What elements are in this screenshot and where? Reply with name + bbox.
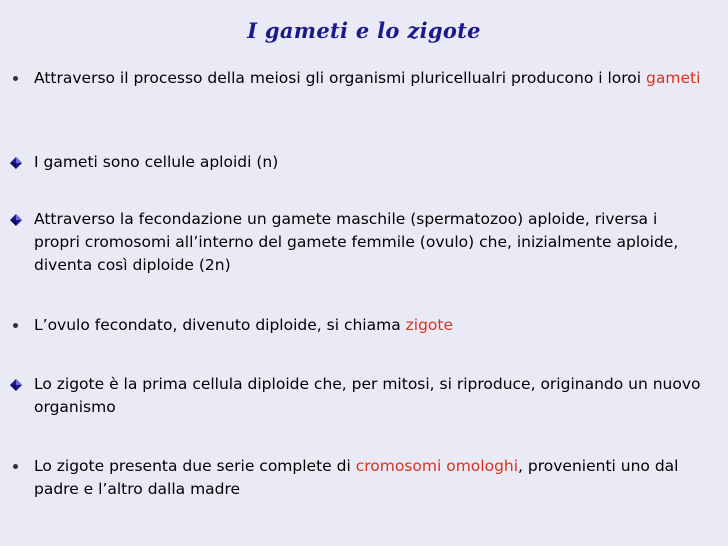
- bullet-text: Attraverso il processo della meiosi gli organismi pluricellualri producono i loroi gameti: [34, 69, 701, 87]
- bullet-item-2: [8, 151, 708, 174]
- bullet-text: L’ovulo fecondato, divenuto diploide, si chiama zigote: [34, 316, 454, 334]
- slide-title: I gameti e lo zigote: [247, 18, 481, 43]
- bullet-text: Lo zigote è la prima cellula diploide che, per mitosi, si riproduce, originando un nuovo organismo: [34, 375, 701, 416]
- bullet-text: Lo zigote presenta due serie complete di cromosomi omologhi, provenienti uno dal padre e l’altro dalla madre: [34, 457, 679, 498]
- bullet-item-5: [8, 373, 708, 419]
- bullet-item-6: [8, 455, 708, 501]
- bullet-dot-icon: [8, 67, 30, 90]
- bullet-text: I gameti sono cellule aploidi (n): [34, 153, 279, 171]
- bullet-dot-icon: [8, 314, 30, 337]
- highlight-term: cromosomi omologhi: [355, 457, 519, 475]
- highlight-term: zigote: [405, 316, 454, 334]
- diamond-bullet-icon: [8, 151, 30, 174]
- bullet-text: Attraverso la fecondazione un gamete maschile (spermatozoo) aploide, riversa i propri cromosomi all’interno del gamete femmile (ovulo) che, inizialmente aploide, diventa così diploide (2n): [34, 210, 679, 274]
- bullet-item-1: [8, 67, 708, 90]
- diamond-bullet-icon: [8, 373, 30, 396]
- diamond-bullet-icon: [8, 208, 30, 231]
- bullet-item-4: [8, 314, 708, 337]
- bullet-dot-icon: [8, 455, 30, 478]
- highlight-term: gameti: [646, 69, 701, 87]
- bullet-item-3: [8, 208, 708, 277]
